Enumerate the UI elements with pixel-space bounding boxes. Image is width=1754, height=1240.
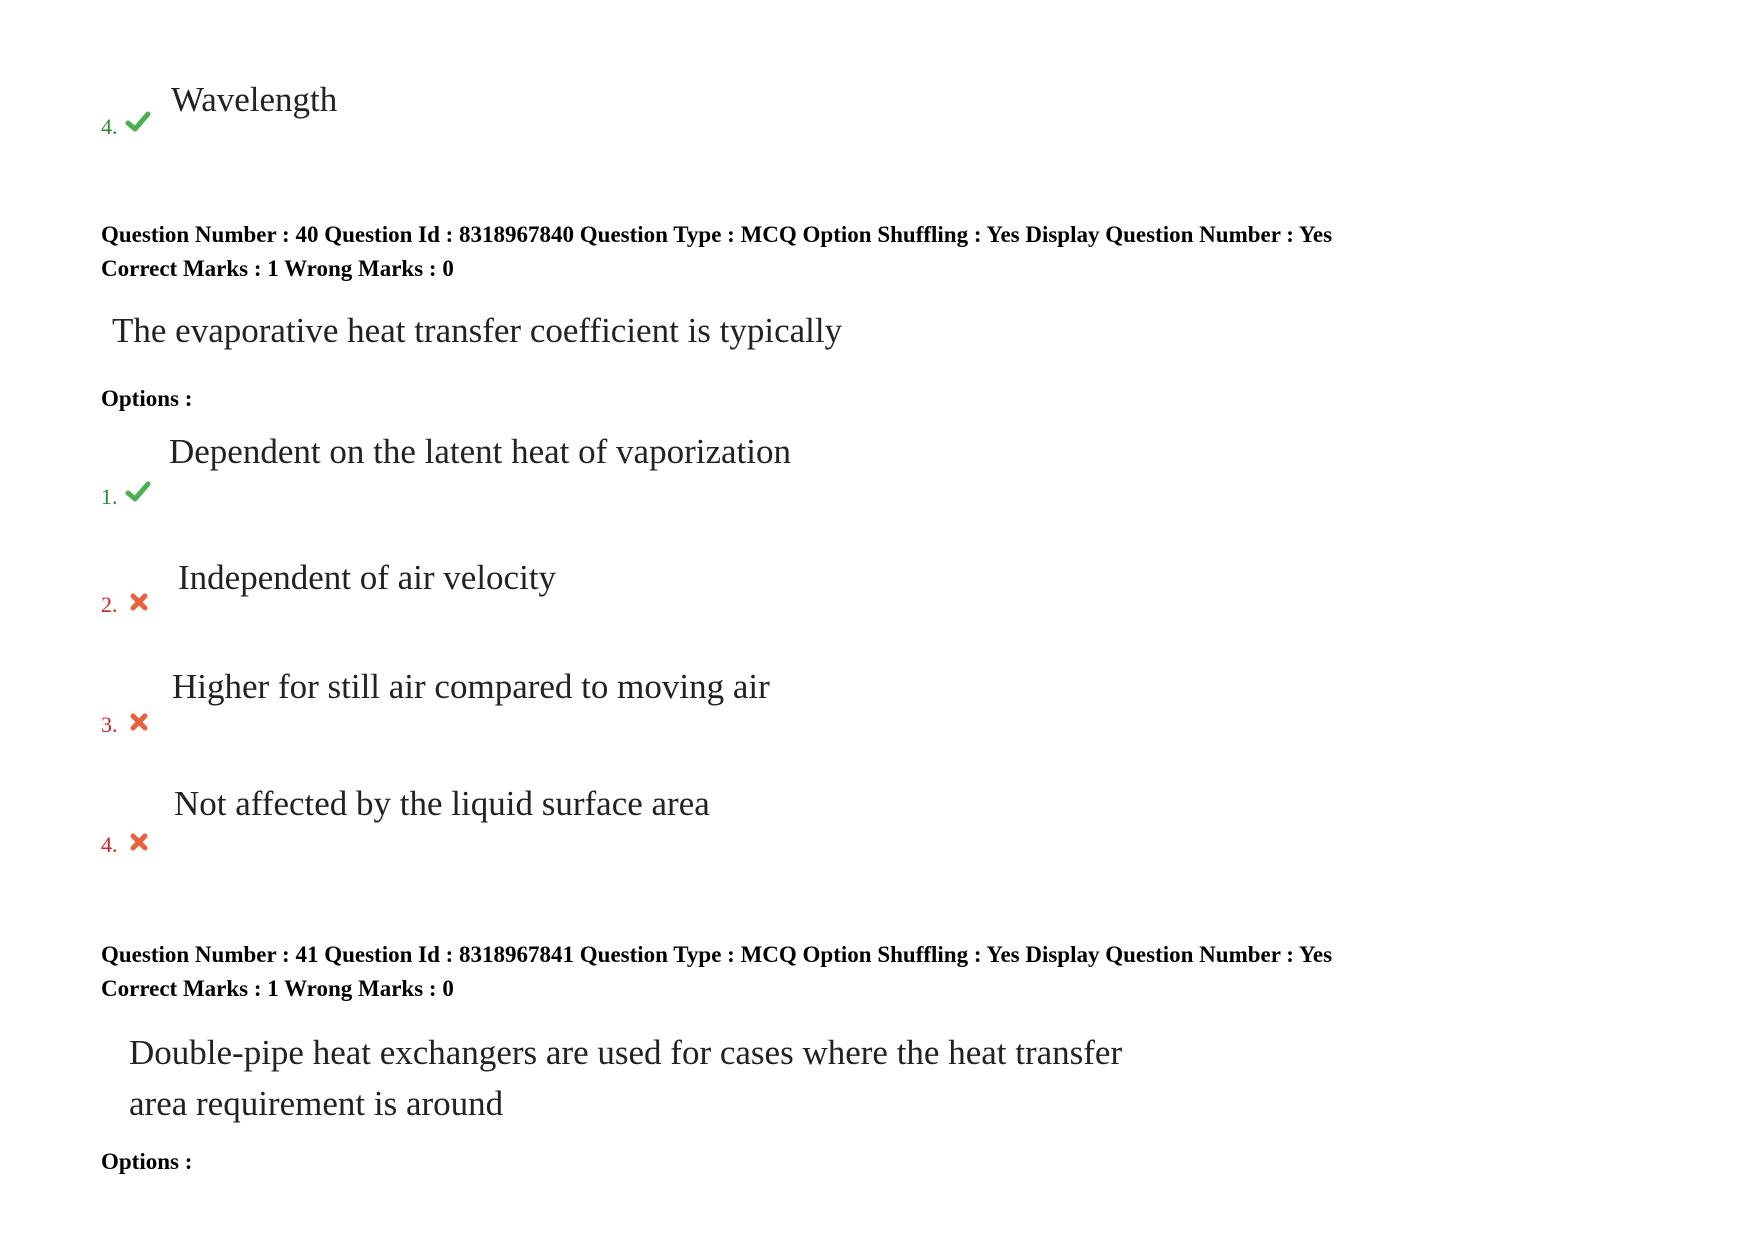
option-text: Not affected by the liquid surface area (174, 784, 710, 823)
option-text: Dependent on the latent heat of vaporization (169, 432, 791, 471)
option-number: 4. (101, 832, 118, 857)
question-stem-line-1: Double-pipe heat exchangers are used for cases where the heat transfer (129, 1033, 1123, 1072)
cross-icon (129, 592, 149, 612)
check-icon (125, 109, 151, 135)
option-text: Independent of air velocity (178, 558, 557, 597)
check-icon (125, 479, 151, 505)
cross-icon (129, 712, 149, 732)
question-stem-line-2: area requirement is around (129, 1084, 504, 1123)
option-number: 3. (101, 712, 118, 737)
question-meta-line-2: Correct Marks : 1 Wrong Marks : 0 (101, 976, 454, 1001)
option-text: Wavelength (171, 80, 338, 119)
cross-icon (129, 832, 149, 852)
option-text: Higher for still air compared to moving air (172, 667, 770, 706)
question-meta-line-1: Question Number : 41 Question Id : 8318967841 Question Type : MCQ Option Shuffling : Yes Display Question Number : Yes (101, 942, 1333, 967)
options-label: Options : (101, 1149, 193, 1174)
options-label: Options : (101, 386, 193, 411)
question-meta-line-2: Correct Marks : 1 Wrong Marks : 0 (101, 256, 454, 281)
question-stem: The evaporative heat transfer coefficient is typically (112, 311, 843, 350)
option-number: 4. (101, 114, 118, 139)
question-meta-line-1: Question Number : 40 Question Id : 8318967840 Question Type : MCQ Option Shuffling : Yes Display Question Number : Yes (101, 222, 1333, 247)
option-number: 1. (101, 484, 118, 509)
option-number: 2. (101, 592, 118, 617)
